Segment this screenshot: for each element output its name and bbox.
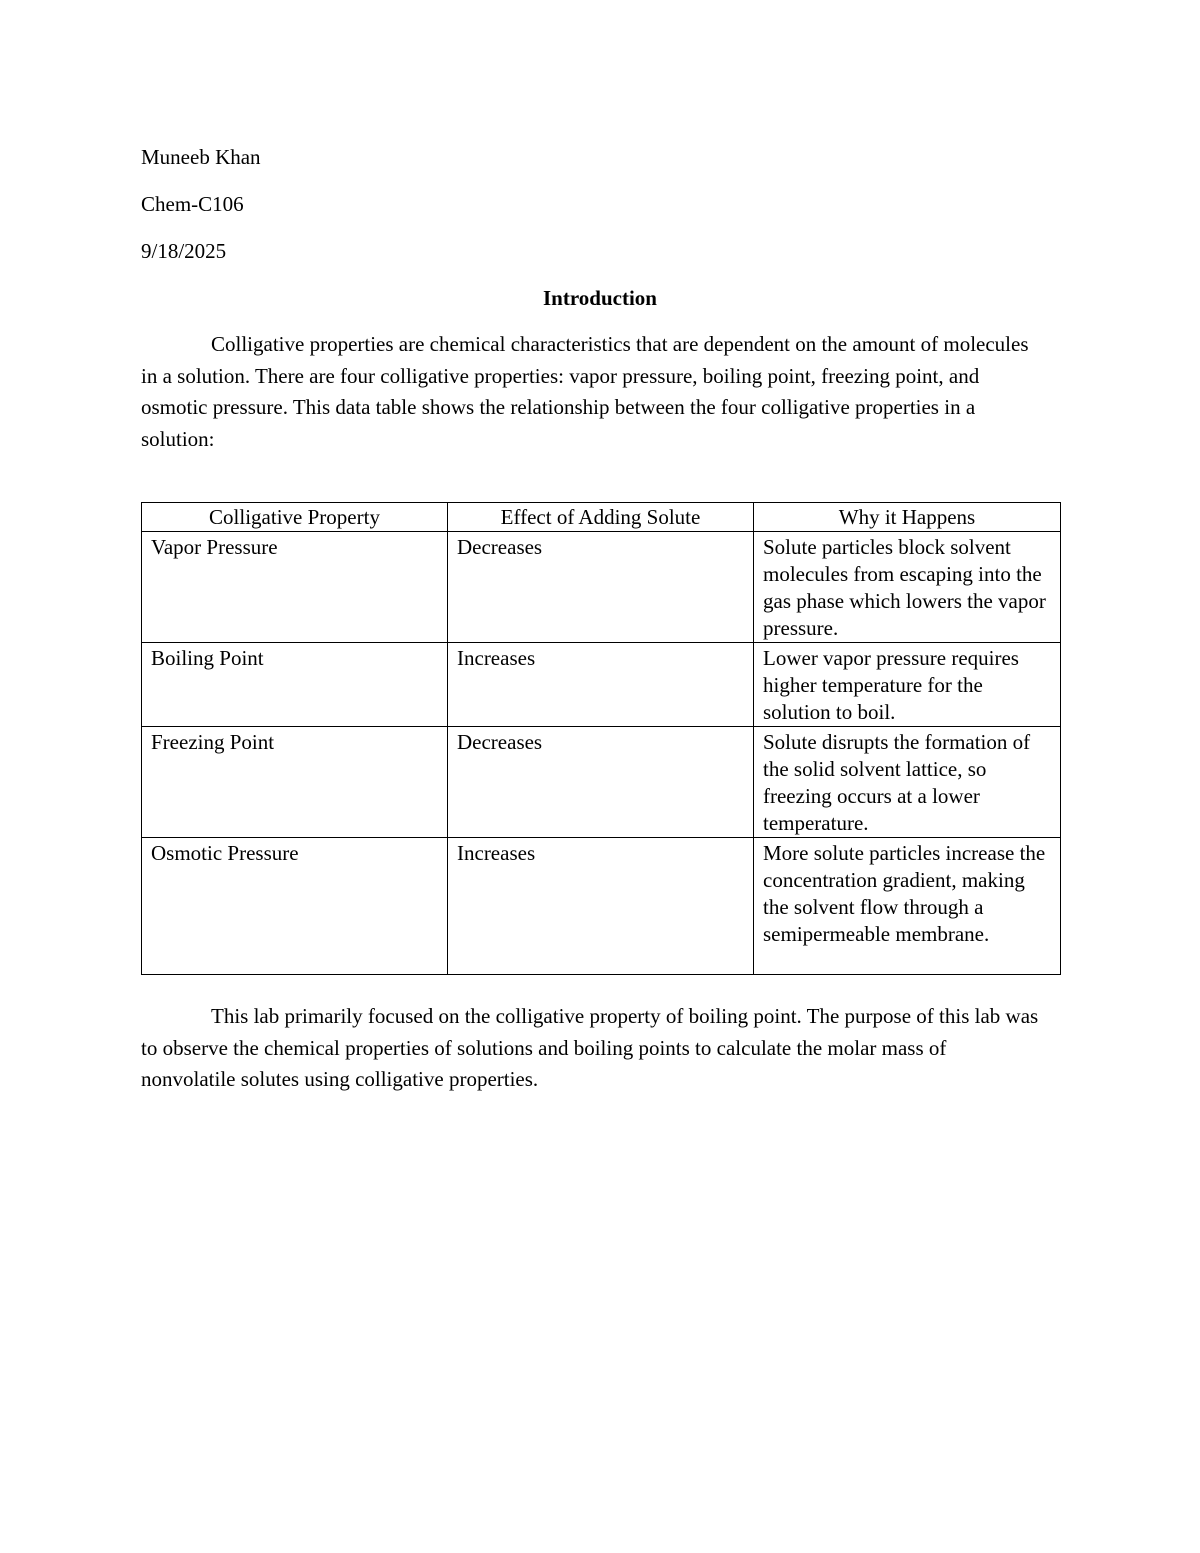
- colligative-properties-table: [141, 502, 1061, 975]
- effect-cell: Decreases: [448, 532, 754, 643]
- reason-cell: Solute disrupts the formation of the solid solvent lattice, so freezing occurs at a lower temperature.: [754, 727, 1061, 838]
- column-header: Colligative Property: [142, 503, 448, 532]
- reason-cell: Solute particles block solvent molecules from escaping into the gas phase which lowers the vapor pressure.: [754, 532, 1061, 643]
- column-header: Why it Happens: [754, 503, 1061, 532]
- table-header-row: [142, 503, 1061, 532]
- effect-cell: Decreases: [448, 727, 754, 838]
- column-header: Effect of Adding Solute: [448, 503, 754, 532]
- table-row: [142, 727, 1061, 838]
- course-code: Chem-C106: [141, 192, 244, 216]
- effect-cell: Increases: [448, 838, 754, 975]
- property-cell: Vapor Pressure: [142, 532, 448, 643]
- effect-cell: Increases: [448, 643, 754, 727]
- property-cell: Freezing Point: [142, 727, 448, 838]
- section-title: Introduction: [543, 286, 657, 310]
- author-name: Muneeb Khan: [141, 145, 261, 169]
- reason-cell: Lower vapor pressure requires higher temperature for the solution to boil.: [754, 643, 1061, 727]
- closing-paragraph: This lab primarily focused on the colligative property of boiling point. The purpose of this lab was to observe the chemical properties of solutions and boiling points to calculate the molar mass of nonvolatile solutes using colligative properties.: [141, 1004, 1039, 1091]
- document-date: 9/18/2025: [141, 239, 227, 263]
- table-row: [142, 532, 1061, 643]
- reason-cell: More solute particles increase the concentration gradient, making the solvent flow through a semipermeable membrane.: [754, 838, 1061, 975]
- property-cell: Osmotic Pressure: [142, 838, 448, 975]
- table-row: [142, 838, 1061, 975]
- table-row: [142, 643, 1061, 727]
- intro-paragraph: Colligative properties are chemical characteristics that are dependent on the amount of molecules in a solution. There are four colligative properties: vapor pressure, boiling point, freezing point, and osmotic pressure. This data table shows the relationship between the four colligative properties in a solution:: [141, 332, 1029, 451]
- property-cell: Boiling Point: [142, 643, 448, 727]
